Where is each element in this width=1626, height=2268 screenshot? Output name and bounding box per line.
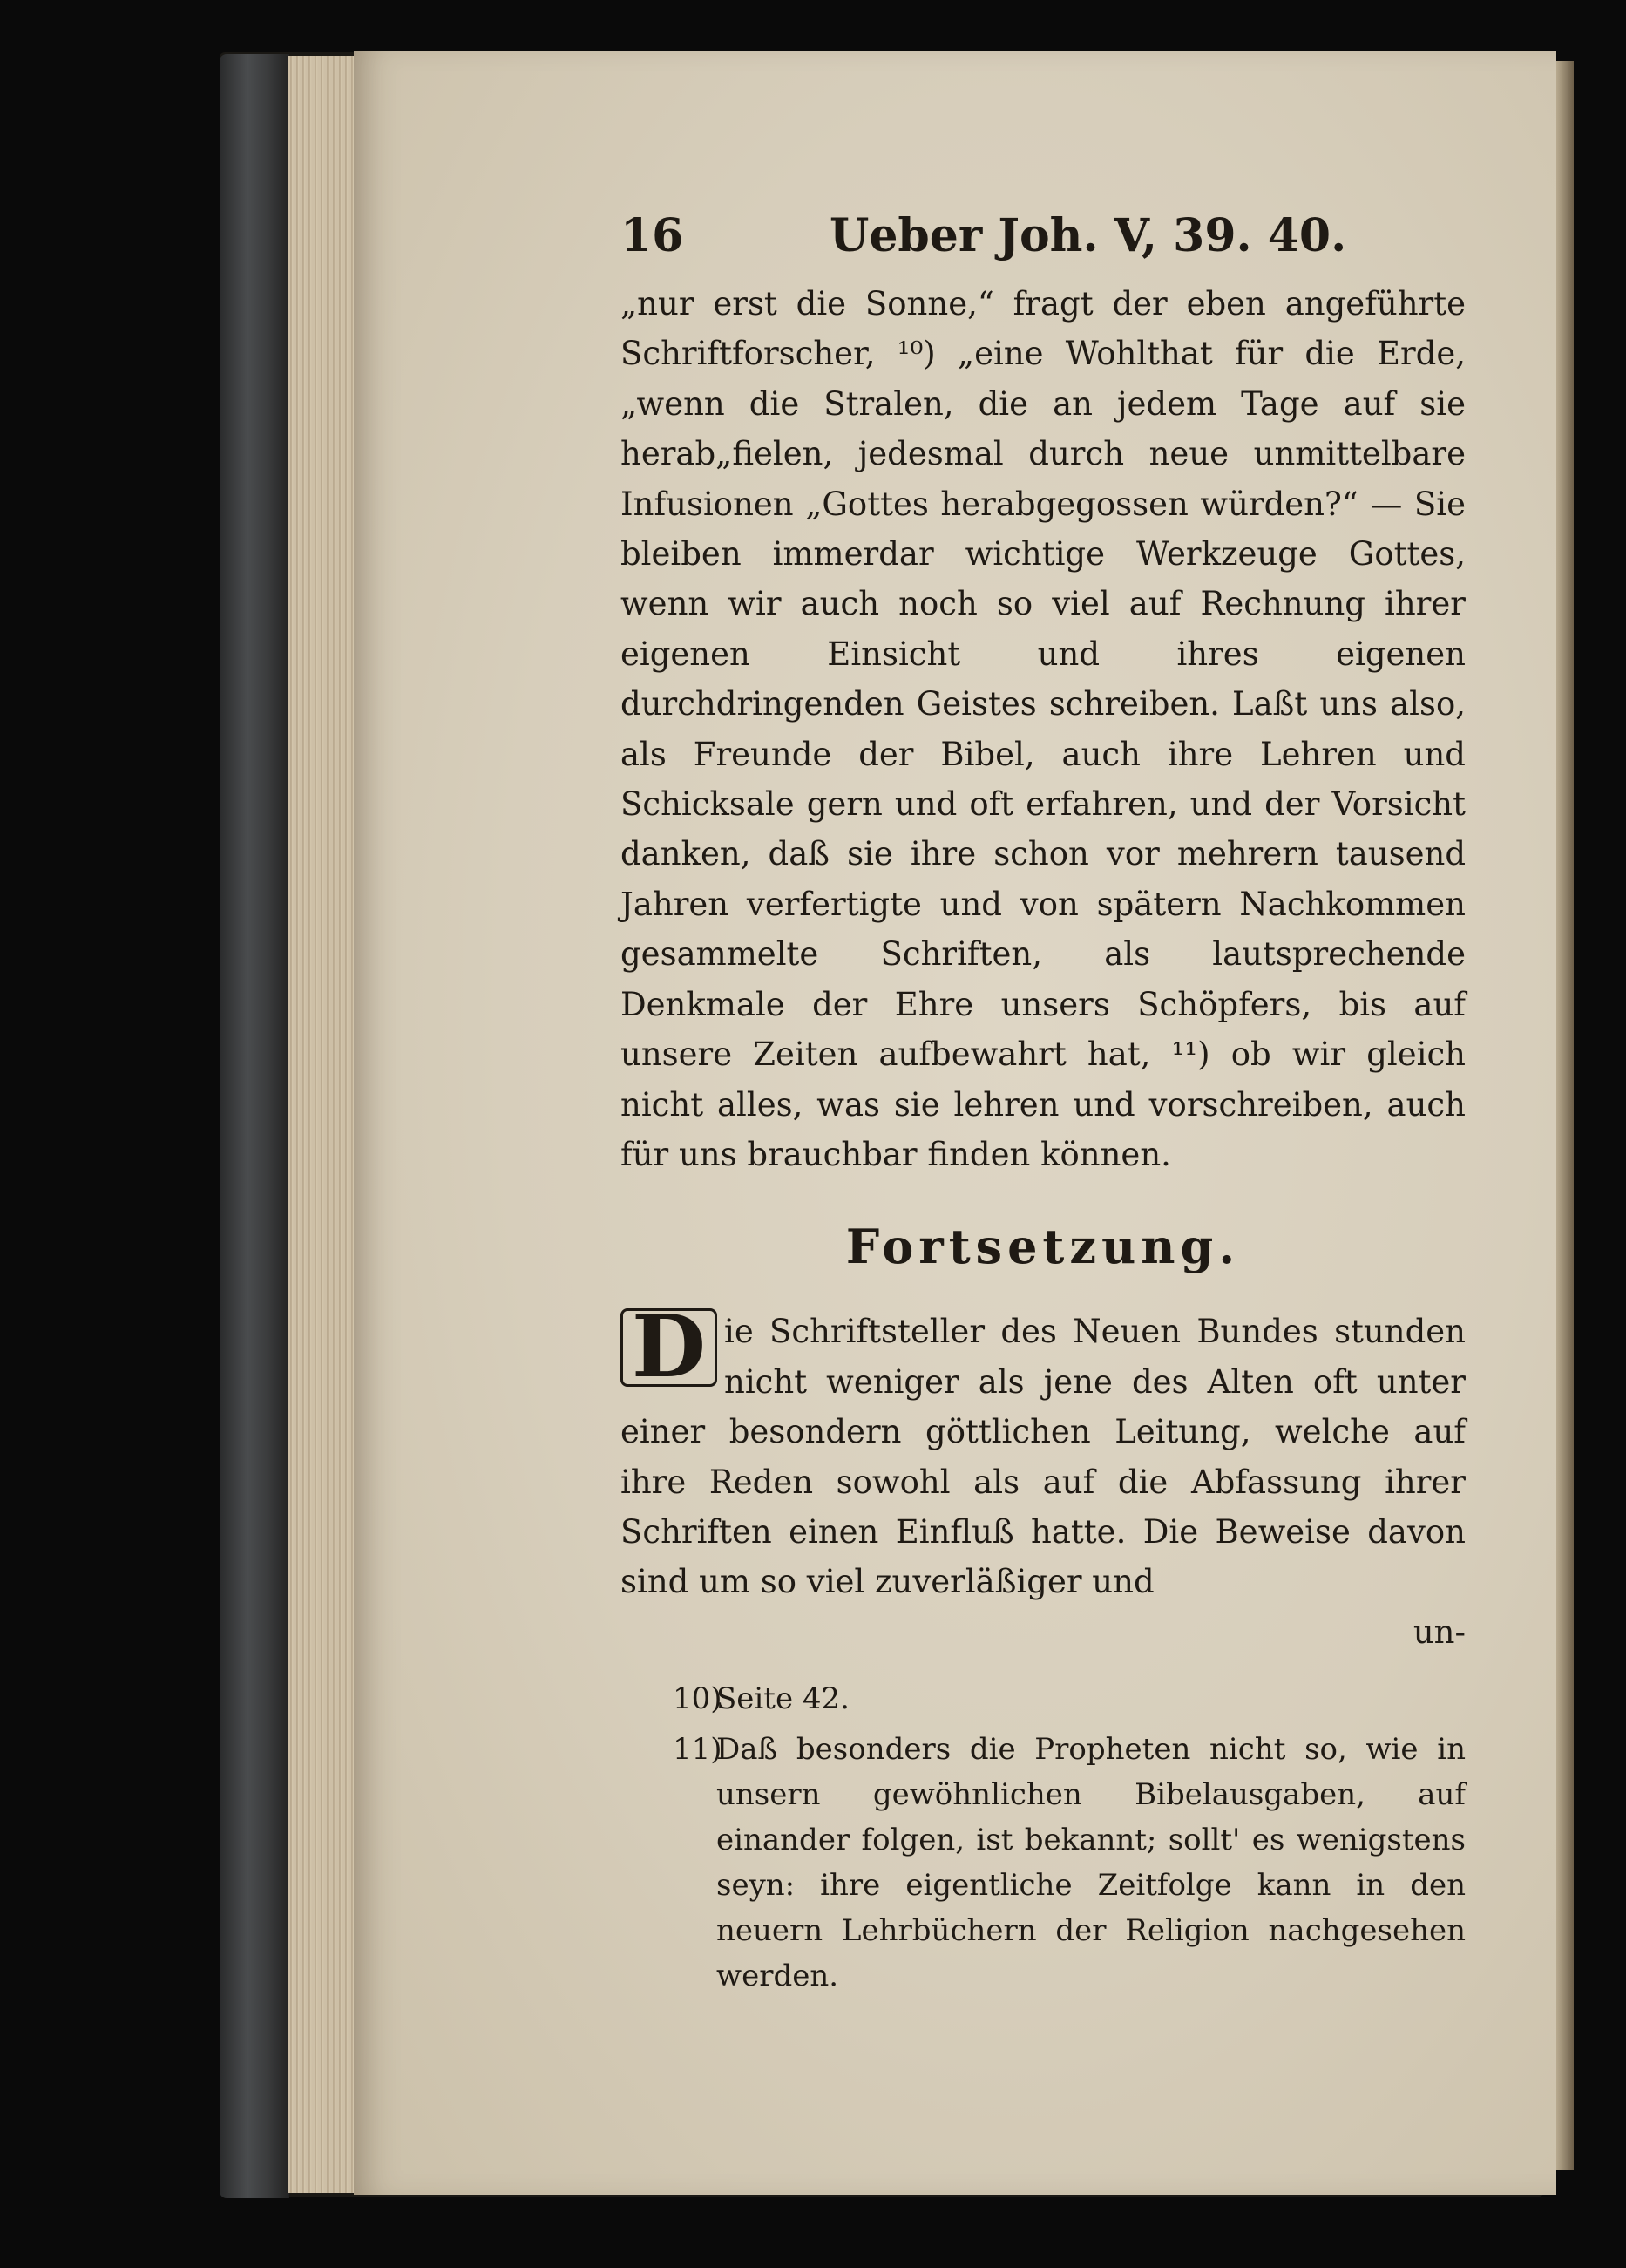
footnote-marker: 10) bbox=[673, 1681, 722, 1716]
paragraph-2 bbox=[620, 1297, 1466, 1606]
footnote bbox=[620, 1676, 1466, 1721]
page-number: 16 bbox=[620, 209, 684, 262]
section-heading: Fortsetzung. bbox=[845, 1219, 1241, 1275]
footnote bbox=[620, 1727, 1466, 1999]
running-head bbox=[620, 209, 1466, 279]
footnote-text: Daß besonders die Propheten nicht so, wie in unsern gewöhnlichen Bibelausgaben, auf einander folgen, ist bekannt; sollt' es wenigstens seyn: ihre eigentliche Zeitfolge kann in den neuern Lehrbüchern der Religion nachgesehen werden. bbox=[716, 1731, 1466, 1993]
page-gutter bbox=[1556, 61, 1574, 2170]
paragraph-1: „nur erst die Sonne,“ fragt der eben angeführte Schriftforscher, ¹⁰) „eine Wohlthat für die Erde, „wenn die Stralen, die an jedem Tage auf sie herab„fielen, jedesmal durch neue unmittelbare Infusionen „Gottes herabgegossen würden?“ — Sie bleiben immerdar wichtige Werkzeuge Gottes, wenn wir auch noch so viel auf Rechnung ihrer eigenen Einsicht und ihres eigenen durchdringenden Geistes schreiben. Laßt uns also, als Freunde der Bibel, auch ihre Lehren und Schicksale gern und oft erfahren, und der Vorsicht danken, daß sie ihre schon vor mehrern tausend Jahren verfertigte und von spätern Nachkommen gesammelte Schriften, als lautsprechende Denkmale der Ehre unsers Schöpfers, bis auf unsere Zeiten aufbewahrt hat, ¹¹) ob wir gleich nicht alles, was sie lehren und vorschreiben, auch für uns brauchbar finden können. bbox=[620, 285, 1466, 1173]
book-spine bbox=[220, 54, 289, 2198]
footnote-marker: 11) bbox=[673, 1731, 722, 1767]
footnotes bbox=[620, 1676, 1466, 1999]
page-edges bbox=[288, 56, 357, 2193]
paragraph-2-text: ie Schriftsteller des Neuen Bundes stunden nicht weniger als jene des Alten oft unter einer besondern göttlichen Leitung, welche auf ihre Reden sowohl als auf die Abfassung ihrer Schriften einen Einfluß hatte. Die Beweise davon sind um so viel zuverläßiger und bbox=[620, 1313, 1466, 1601]
drop-cap: D bbox=[620, 1308, 717, 1387]
running-title: Ueber Joh. V, 39. 40. bbox=[830, 209, 1347, 262]
text-block bbox=[620, 209, 1466, 2004]
footnote-text: Seite 42. bbox=[716, 1681, 850, 1716]
catchword: un- bbox=[1413, 1613, 1466, 1651]
